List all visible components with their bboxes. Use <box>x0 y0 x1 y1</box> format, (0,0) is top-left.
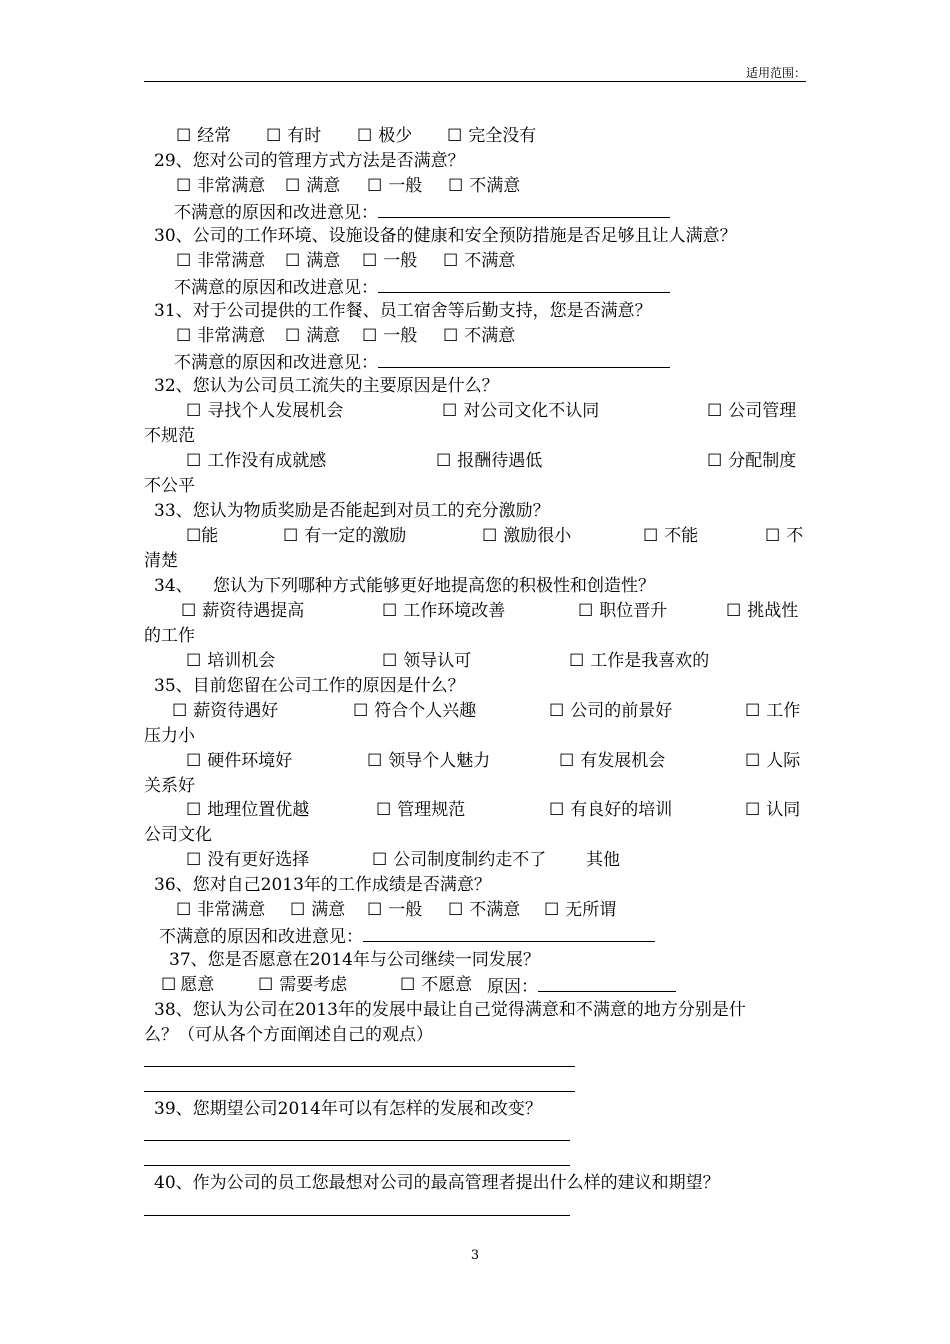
checkbox-icon[interactable]: ☐ <box>372 850 388 870</box>
q33-option-3[interactable]: ☐ 激励很小 <box>482 526 572 546</box>
q38-answer-line-1[interactable] <box>144 1066 575 1067</box>
checkbox-icon[interactable]: ☐ <box>172 701 188 721</box>
checkbox-icon[interactable]: ☐ <box>367 176 383 196</box>
q40-answer-line-1[interactable] <box>144 1215 570 1216</box>
q33-option-2[interactable]: ☐ 有一定的激励 <box>283 526 407 546</box>
q31-question: 31、对于公司提供的工作餐、员工宿舍等后勤支持，您是否满意？ <box>154 301 652 321</box>
q35-option-5[interactable]: ☐ 硬件环境好 <box>186 751 293 771</box>
q35-option-6[interactable]: ☐ 领导个人魅力 <box>367 751 491 771</box>
q28-option-4[interactable]: ☐ 完全没有 <box>447 126 537 146</box>
checkbox-icon[interactable]: ☐ <box>549 800 565 820</box>
checkbox-icon[interactable]: ☐ <box>186 800 202 820</box>
checkbox-icon[interactable]: ☐ <box>447 126 463 146</box>
checkbox-icon[interactable]: ☐ <box>181 601 197 621</box>
q31-option-2[interactable]: ☐ 满意 <box>285 326 341 346</box>
checkbox-icon[interactable]: ☐ <box>367 900 383 920</box>
q36-option-5[interactable]: ☐ 无所谓 <box>544 900 617 920</box>
checkbox-icon[interactable]: ☐ <box>726 601 742 621</box>
checkbox-icon[interactable]: ☐ <box>544 900 560 920</box>
checkbox-icon[interactable]: ☐ <box>745 701 761 721</box>
q29-option-2[interactable]: ☐ 满意 <box>285 176 341 196</box>
checkbox-icon[interactable]: ☐ <box>186 451 202 471</box>
checkbox-icon[interactable]: ☐ <box>578 601 594 621</box>
q36-option-2[interactable]: ☐ 满意 <box>290 900 346 920</box>
checkbox-icon[interactable]: ☐ <box>353 701 369 721</box>
q39-answer-line-2[interactable] <box>144 1165 570 1166</box>
q34-option-3[interactable]: ☐ 职位晋升 <box>578 601 668 621</box>
q37-question: 37、您是否愿意在2014年与公司继续一同发展？ <box>169 950 540 970</box>
checkbox-icon[interactable]: ☐ <box>707 401 723 421</box>
q35-question: 35、目前您留在公司工作的原因是什么？ <box>154 676 465 696</box>
q29-option-1[interactable]: ☐ 非常满意 <box>176 176 266 196</box>
q32-option-5[interactable]: ☐ 报酬待遇低 <box>436 451 543 471</box>
checkbox-icon[interactable]: ☐ <box>707 451 723 471</box>
checkbox-icon[interactable]: ☐ <box>176 126 192 146</box>
checkbox-icon[interactable]: ☐ <box>382 601 398 621</box>
q32-option-3[interactable]: ☐ 公司管理 <box>707 401 797 421</box>
checkbox-icon[interactable]: ☐ <box>448 900 464 920</box>
q33-question: 33、您认为物质奖励是否能起到对员工的充分激励？ <box>154 501 550 521</box>
q35-option-2[interactable]: ☐ 符合个人兴趣 <box>353 701 477 721</box>
q36-reason-field[interactable] <box>363 923 655 942</box>
q30-option-1[interactable]: ☐ 非常满意 <box>176 251 266 271</box>
q32-wrap-1: 不规范 <box>144 426 195 446</box>
checkbox-icon[interactable]: ☐ <box>176 900 192 920</box>
checkbox-icon[interactable]: ☐ <box>176 176 192 196</box>
q35-option-13[interactable]: ☐ 没有更好选择 <box>186 850 310 870</box>
q34-wrap-1: 的工作 <box>144 626 195 646</box>
q38-question-line-1: 38、您认为公司在2013年的发展中最让自己觉得满意和不满意的地方分别是什 <box>154 1000 746 1020</box>
q34-question: 您认为下列哪种方式能够更好地提高您的积极性和创造性？ <box>213 576 655 596</box>
q35-option-7[interactable]: ☐ 有发展机会 <box>559 751 666 771</box>
q32-question: 32、您认为公司员工流失的主要原因是什么？ <box>154 376 499 396</box>
q39-question: 39、您期望公司2014年可以有怎样的发展和改变？ <box>154 1099 542 1119</box>
q32-option-1[interactable]: ☐ 寻找个人发展机会 <box>186 401 344 421</box>
q28-option-2[interactable]: ☐ 有时 <box>266 126 322 146</box>
checkbox-icon[interactable]: ☐ <box>765 526 781 546</box>
q38-answer-line-2[interactable] <box>144 1091 575 1092</box>
checkbox-icon[interactable]: ☐ <box>443 251 459 271</box>
checkbox-icon[interactable]: ☐ <box>186 526 202 546</box>
checkbox-icon[interactable]: ☐ <box>186 401 202 421</box>
q31-reason-field[interactable] <box>378 349 670 368</box>
q35-option-3[interactable]: ☐ 公司的前景好 <box>549 701 673 721</box>
q37-reason: 原因： <box>487 973 676 999</box>
q31-reason: 不满意的原因和改进意见： <box>174 349 670 375</box>
q35-option-8[interactable]: ☐ 人际 <box>745 751 801 771</box>
checkbox-icon[interactable]: ☐ <box>176 326 192 346</box>
q35-option-10[interactable]: ☐ 管理规范 <box>376 800 466 820</box>
q40-question: 40、作为公司的员工您最想对公司的最高管理者提出什么样的建议和期望？ <box>154 1173 720 1193</box>
q38-question-line-2: 么？（可从各个方面阐述自己的观点） <box>144 1025 433 1045</box>
q33-option-1[interactable]: ☐能 <box>186 526 219 546</box>
q33-option-4[interactable]: ☐ 不能 <box>643 526 699 546</box>
checkbox-icon[interactable]: ☐ <box>382 651 398 671</box>
q35-wrap-1: 压力小 <box>144 726 195 746</box>
q32-option-6[interactable]: ☐ 分配制度 <box>707 451 797 471</box>
q37-option-1[interactable]: ☐ 愿意 <box>161 975 215 995</box>
checkbox-icon[interactable]: ☐ <box>258 975 274 995</box>
checkbox-icon[interactable]: ☐ <box>400 975 416 995</box>
q35-other-label: 其他 <box>586 850 620 870</box>
q35-option-12[interactable]: ☐ 认同 <box>745 800 801 820</box>
q29-option-4[interactable]: ☐ 不满意 <box>448 176 521 196</box>
q35-option-11[interactable]: ☐ 有良好的培训 <box>549 800 673 820</box>
q39-answer-line-1[interactable] <box>144 1140 570 1141</box>
q32-option-4[interactable]: ☐ 工作没有成就感 <box>186 451 327 471</box>
q31-option-1[interactable]: ☐ 非常满意 <box>176 326 266 346</box>
checkbox-icon[interactable]: ☐ <box>161 975 177 995</box>
q30-option-2[interactable]: ☐ 满意 <box>285 251 341 271</box>
checkbox-icon[interactable]: ☐ <box>362 326 378 346</box>
q35-wrap-3: 公司文化 <box>144 825 212 845</box>
checkbox-icon[interactable]: ☐ <box>442 401 458 421</box>
q29-reason-field[interactable] <box>378 199 670 218</box>
checkbox-icon[interactable]: ☐ <box>362 251 378 271</box>
q35-wrap-2: 关系好 <box>144 776 195 796</box>
checkbox-icon[interactable]: ☐ <box>285 326 301 346</box>
q29-option-3[interactable]: ☐ 一般 <box>367 176 423 196</box>
q37-option-2[interactable]: ☐ 需要考虑 <box>258 975 348 995</box>
q35-option-9[interactable]: ☐ 地理位置优越 <box>186 800 310 820</box>
q34-option-4[interactable]: ☐ 挑战性 <box>726 601 799 621</box>
q35-option-4[interactable]: ☐ 工作 <box>745 701 801 721</box>
page-number: 3 <box>470 1248 480 1263</box>
q30-option-3[interactable]: ☐ 一般 <box>362 251 418 271</box>
checkbox-icon[interactable]: ☐ <box>285 251 301 271</box>
checkbox-icon[interactable]: ☐ <box>176 251 192 271</box>
q34-option-6[interactable]: ☐ 领导认可 <box>382 651 472 671</box>
q36-option-1[interactable]: ☐ 非常满意 <box>176 900 266 920</box>
checkbox-icon[interactable]: ☐ <box>443 326 459 346</box>
q37-option-3[interactable]: ☐ 不愿意 <box>400 975 473 995</box>
checkbox-icon[interactable]: ☐ <box>283 526 299 546</box>
q34-option-7[interactable]: ☐ 工作是我喜欢的 <box>569 651 710 671</box>
checkbox-icon[interactable]: ☐ <box>436 451 452 471</box>
q37-reason-field[interactable] <box>538 973 676 992</box>
checkbox-icon[interactable]: ☐ <box>559 751 575 771</box>
q30-reason-field[interactable] <box>378 274 670 293</box>
q30-question: 30、公司的工作环境、设施设备的健康和安全预防措施是否足够且让人满意？ <box>154 226 737 246</box>
q29-reason: 不满意的原因和改进意见： <box>174 199 670 225</box>
checkbox-icon[interactable]: ☐ <box>643 526 659 546</box>
checkbox-icon[interactable]: ☐ <box>186 751 202 771</box>
q33-wrap-1: 清楚 <box>144 551 178 571</box>
q36-option-4[interactable]: ☐ 不满意 <box>448 900 521 920</box>
checkbox-icon[interactable]: ☐ <box>290 900 306 920</box>
q31-option-4[interactable]: ☐ 不满意 <box>443 326 516 346</box>
q29-question: 29、您对公司的管理方式方法是否满意？ <box>154 151 465 171</box>
q35-option-1[interactable]: ☐ 薪资待遇好 <box>172 701 279 721</box>
q30-option-4[interactable]: ☐ 不满意 <box>443 251 516 271</box>
q28-option-3[interactable]: ☐ 极少 <box>357 126 413 146</box>
q28-option-1[interactable]: ☐ 经常 <box>176 126 232 146</box>
q34-number: 34、 <box>154 576 193 596</box>
q36-reason: 不满意的原因和改进意见： <box>159 923 655 949</box>
q34-option-2[interactable]: ☐ 工作环境改善 <box>382 601 506 621</box>
q34-option-1[interactable]: ☐ 薪资待遇提高 <box>181 601 305 621</box>
q35-option-14[interactable]: ☐ 公司制度制约走不了 <box>372 850 547 870</box>
checkbox-icon[interactable]: ☐ <box>266 126 282 146</box>
q31-option-3[interactable]: ☐ 一般 <box>362 326 418 346</box>
q32-wrap-2: 不公平 <box>144 476 195 496</box>
header-rule <box>144 81 806 82</box>
checkbox-icon[interactable]: ☐ <box>569 651 585 671</box>
checkbox-icon[interactable]: ☐ <box>186 651 202 671</box>
header-label: 适用范围： <box>745 66 806 80</box>
q32-option-2[interactable]: ☐ 对公司文化不认同 <box>442 401 600 421</box>
q36-option-3[interactable]: ☐ 一般 <box>367 900 423 920</box>
checkbox-icon[interactable]: ☐ <box>357 126 373 146</box>
q30-reason: 不满意的原因和改进意见： <box>174 274 670 300</box>
checkbox-icon[interactable]: ☐ <box>549 701 565 721</box>
checkbox-icon[interactable]: ☐ <box>745 800 761 820</box>
checkbox-icon[interactable]: ☐ <box>448 176 464 196</box>
checkbox-icon[interactable]: ☐ <box>367 751 383 771</box>
checkbox-icon[interactable]: ☐ <box>376 800 392 820</box>
q34-option-5[interactable]: ☐ 培训机会 <box>186 651 276 671</box>
checkbox-icon[interactable]: ☐ <box>186 850 202 870</box>
q33-option-5[interactable]: ☐ 不 <box>765 526 804 546</box>
checkbox-icon[interactable]: ☐ <box>482 526 498 546</box>
checkbox-icon[interactable]: ☐ <box>745 751 761 771</box>
checkbox-icon[interactable]: ☐ <box>285 176 301 196</box>
q36-question: 36、您对自己2013年的工作成绩是否满意？ <box>154 875 491 895</box>
